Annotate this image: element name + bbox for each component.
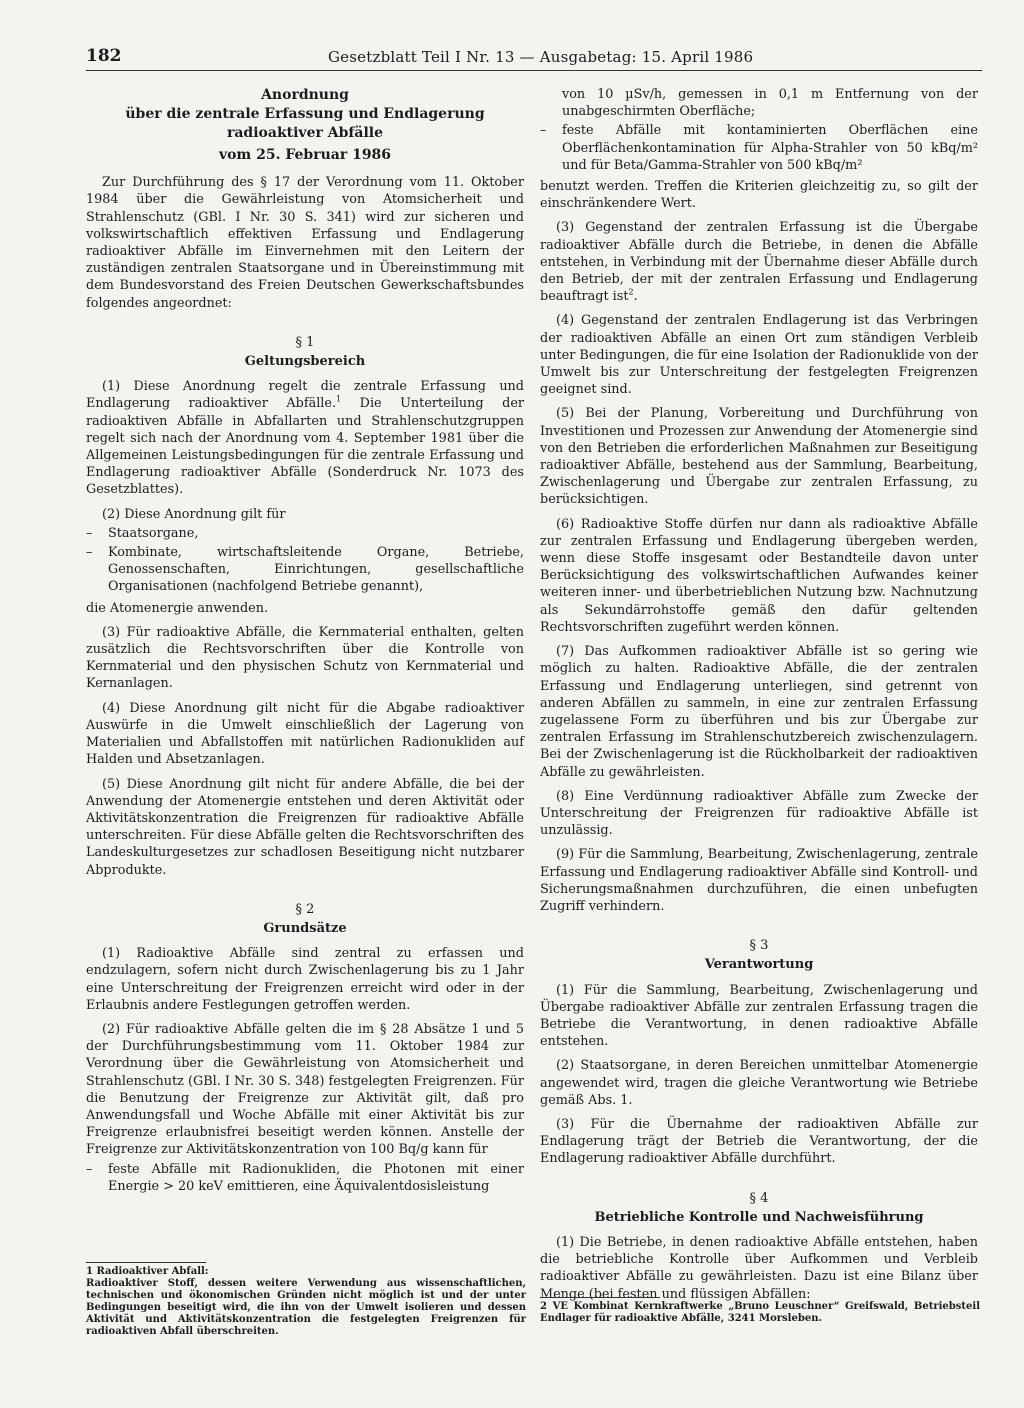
footnotes-right <box>540 1297 980 1325</box>
list-item: – feste Abfälle mit kontaminierten Oberflächen eine Oberflächenkontamination für Alpha-Strahler von 50 kBq/m² und für Beta/Gamma-Strahler von 500 kBq/m² <box>540 122 978 174</box>
page-number: 182 <box>86 46 122 66</box>
s2-paragraph-7: (7) Das Aufkommen radioaktiver Abfälle ist so gering wie möglich zu halten. Radioaktive Abfälle, die der zentralen Erfassung und Endlagerung unterliegen, sind getrennt von anderen Abfällen zu sammeln, in eine zur zentralen Erfassung zugelassene Form zu überführen und bis zur Übergabe zur zentralen Erfassung im Strahlenschutzbereich zwischenzulagern. Bei der Zwischenlagerung ist die Rückholbarkeit der radioaktiven Abfälle zu gewährleisten. <box>540 644 978 780</box>
s2-paragraph-2-end: benutzt werden. Treffen die Kriterien gleichzeitig zu, so gilt der einschränkendere Wert. <box>540 179 978 212</box>
s1-p2-list <box>86 525 524 596</box>
s2-paragraph-6: (6) Radioaktive Stoffe dürfen nur dann als radioaktive Abfälle zur zentralen Erfassung und Endlagerung übergeben werden, wenn diese Stoffe insgesamt oder Bestandteile davon unter Berücksichtigung des volkswirtschaftlichen Aufwandes keiner weiteren inner- und überbetrieblichen Nutzung bzw. Nachnutzung als Sekundärrohstoffe gemäß den dafür geltenden Rechtsvorschriften zugeführt werden können. <box>540 516 978 635</box>
list-item: – Kombinate, wirtschaftsleitende Organe, Betriebe, Genossenschaften, Einrichtungen, gesellschaftliche Organisationen (nachfolgend Betriebe genannt), <box>86 544 524 596</box>
section-1-number: § 1 <box>295 334 315 350</box>
section-4-title: Betriebliche Kontrolle und Nachweisführung <box>594 1209 924 1225</box>
s1-paragraph-3: (3) Für radioaktive Abfälle, die Kernmaterial enthalten, gelten zusätzlich die Rechtsvorschriften über die Kontrolle von Kernmaterial und den physischen Schutz von Kernmaterial und Kernanlagen. <box>86 624 524 692</box>
s2-p3-end: . <box>633 289 638 305</box>
s2-p2-list-right <box>540 122 978 174</box>
preamble: Zur Durchführung des § 17 der Verordnung vom 11. Oktober 1984 über die Gewährleistung von Atomsicherheit und Strahlenschutz (GBl. I Nr. 30 S. 341) wird zur sicheren und volkswirtschaftlich effektiven Erfassung und Endlagerung radioaktiver Abfälle im Einvernehmen mit den Leitern der zuständigen zentralen Staatsorgane und in Übereinstimmung mit dem Bundesvorstand des Freien Deutschen Gewerkschaftsbundes folgendes angeordnet: <box>86 175 524 311</box>
s2-p2-item1-continued: von 10 µSv/h, gemessen in 0,1 m Entfernung von der unabgeschirmten Oberfläche; <box>562 87 978 120</box>
footnotes-left <box>86 1262 526 1338</box>
s2-paragraph-9: (9) Für die Sammlung, Bearbeitung, Zwischenlagerung, zentrale Erfassung und Endlagerung radioaktiver Abfälle sind Kontroll- und Sicherungsmaßnahmen durchzuführen, die einen unbefugten Zugriff verhindern. <box>540 847 978 914</box>
s2-paragraph-5: (5) Bei der Planung, Vorbereitung und Durchführung von Investitionen und Prozessen zur Anwendung der Atomenergie sind von den Betrieben die erforderlichen Maßnahmen zur Beseitigung radioaktiver Abfälle, bestehend aus der Sammlung, Bearbeitung, Zwischenlagerung und Übergabe zur zentralen Erfassung, zu berücksichtigen. <box>540 406 978 508</box>
section-4-number: § 4 <box>749 1190 769 1206</box>
section-3-number: § 3 <box>749 938 769 954</box>
s2-paragraph-4: (4) Gegenstand der zentralen Endlagerung ist das Verbringen der radioaktiven Abfälle an einen Ort zum ständigen Verbleib unter Bedingungen, die für eine Isolation der Radionuklide von der Umwelt bis zur Unterschreitung der festgelegten Freigrenzen geeignet sind. <box>540 313 978 398</box>
s1-p1-text: (1) Diese Anordnung regelt die zentrale Erfassung und Endlagerung radioaktiver Abfälle. <box>86 379 524 412</box>
page-header <box>86 46 982 71</box>
footnote-ref-1: 1 <box>336 395 342 405</box>
document-title-line3: radioaktiver Abfälle <box>226 125 384 141</box>
footnote-rule <box>540 1297 660 1298</box>
running-head: Gesetzblatt Teil I Nr. 13 — Ausgabetag: 15. April 1986 <box>328 48 754 66</box>
s2-p3-text: (3) Gegenstand der zentralen Erfassung ist die Übergabe radioaktiver Abfälle durch die Betriebe, in denen die Abfälle entstehen, in Verbindung mit der Übernahme dieser Abfälle durch den Betrieb, der mit der zentralen Erfassung und Endlagerung beauftragt ist <box>540 220 978 305</box>
footnote-ref-2: 2 <box>628 287 634 297</box>
s2-paragraph-8: (8) Eine Verdünnung radioaktiver Abfälle zum Zwecke der Unterschreitung der Freigrenzen für radioaktive Abfälle ist unzulässig. <box>540 788 978 839</box>
s1-paragraph-5: (5) Diese Anordnung gilt nicht für andere Abfälle, die bei der Anwendung der Atomenergie entstehen und deren Aktivität oder Aktivitätskonzentration die Freigrenzen für radioaktive Abfälle unterschreiten. Für diese Abfälle gelten die Rechtsvorschriften des Landeskulturgesetzes zur schadlosen Beseitigung nicht nutzbarer Abprodukte. <box>86 776 524 878</box>
document-date: vom 25. Februar 1986 <box>218 147 392 163</box>
footnote-1-text: Radioaktiver Stoff, dessen weitere Verwendung aus wissenschaftlichen, technischen und ökonomischen Gründen nicht möglich ist und der unter Bedingungen beseitigt wird, die ihn von der Umwelt isolieren und dessen Aktivität und Aktivitätskonzentration die festgelegten Freigrenzen für radioaktiven Abfall überschreiten. <box>86 1278 526 1337</box>
left-column <box>86 86 524 1199</box>
s1-paragraph-2-intro: (2) Diese Anordnung gilt für <box>102 506 286 522</box>
s1-paragraph-1 <box>86 378 524 498</box>
right-column <box>540 86 978 1310</box>
s2-paragraph-2: (2) Für radioaktive Abfälle gelten die im § 28 Absätze 1 und 5 der Durchführungsbestimmung vom 11. Oktober 1984 zur Verordnung über die Gewährleistung von Atomsicherheit und Strahlenschutz (GBl. I Nr. 30 S. 348) festgelegten Freigrenzen. Für die Benutzung der Freigrenze zur Aktivität gilt, daß pro Anwendungsfall und Woche Abfälle mit einer Aktivität bis zur Freigrenze erlaubnisfrei beseitigt werden können. Anstelle der Freigrenze zur Aktivitätskonzentration von 100 Bq/g kann für <box>86 1021 524 1158</box>
footnote-1-title: 1 Radioaktiver Abfall: <box>86 1266 209 1277</box>
s1-paragraph-4: (4) Diese Anordnung gilt nicht für die Abgabe radioaktiver Auswürfe in die Umwelt einschließlich der Lagerung von Materialien und Abfallstoffen mit natürlichen Radionukliden auf Halden und Absetzanlagen. <box>86 700 524 768</box>
footnote-rule <box>86 1262 206 1263</box>
section-2-title: Grundsätze <box>263 920 347 936</box>
s1-p1-rest: Die Unterteilung der radioaktiven Abfälle in Abfallarten und Strahlenschutzgruppen regelt sich nach der Anordnung vom 4. September 1981 über die Allgemeinen Leistungsbedingungen für die zentrale Erfassung und Endlagerung radioaktiver Abfälle (Sonderdruck Nr. 1073 des Gesetzblattes). <box>86 396 525 498</box>
s2-p2-list-left <box>86 1161 524 1195</box>
document-title-line1: Anordnung <box>261 87 349 103</box>
s3-paragraph-1: (1) Für die Sammlung, Bearbeitung, Zwischenlagerung und Übergabe radioaktiver Abfälle zur zentralen Erfassung tragen die Betriebe die Verantwortung, in denen radioaktive Abfälle entstehen. <box>540 982 978 1050</box>
section-1-title: Geltungsbereich <box>244 354 366 370</box>
s2-paragraph-1: (1) Radioaktive Abfälle sind zentral zu erfassen und endzulagern, sofern nicht durch Zwischenlagerung bis zu 1 Jahr eine Unterschreitung der Freigrenzen erreicht wird oder in der Erlaubnis andere Festlegungen getroffen werden. <box>86 946 524 1013</box>
footnote-2-text: 2 VE Kombinat Kernkraftwerke „Bruno Leuschner“ Greifswald, Betriebsteil Endlager für radioaktive Abfälle, 3241 Morsleben. <box>540 1301 980 1324</box>
s3-paragraph-2: (2) Staatsorgane, in deren Bereichen unmittelbar Atomenergie angewendet wird, tragen die gleiche Verantwortung wie Betriebe gemäß Abs. 1. <box>540 1058 978 1108</box>
list-item: – Staatsorgane, <box>86 525 524 542</box>
s1-paragraph-2-end: die Atomenergie anwenden. <box>86 600 269 616</box>
s4-paragraph-1: (1) Die Betriebe, in denen radioaktive Abfälle entstehen, haben die betriebliche Kontrolle über Aufkommen und Verbleib radioaktiver Abfälle zu gewährleisten. Dazu ist eine Bilanz über Menge (bei festen und flüssigen Abfällen: <box>540 1234 978 1302</box>
document-title-line2: über die zentrale Erfassung und Endlagerung <box>125 106 485 122</box>
section-3-title: Verantwortung <box>704 957 814 973</box>
section-2-number: § 2 <box>295 901 315 917</box>
s3-paragraph-3: (3) Für die Übernahme der radioaktiven Abfälle zur Endlagerung trägt der Betrieb die Verantwortung, der die Endlagerung radioaktiver Abfälle durchführt. <box>540 1116 978 1167</box>
s2-paragraph-3 <box>540 219 978 305</box>
list-item: – feste Abfälle mit Radionukliden, die Photonen mit einer Energie > 20 keV emittieren, eine Äquivalentdosisleistung <box>86 1161 524 1195</box>
